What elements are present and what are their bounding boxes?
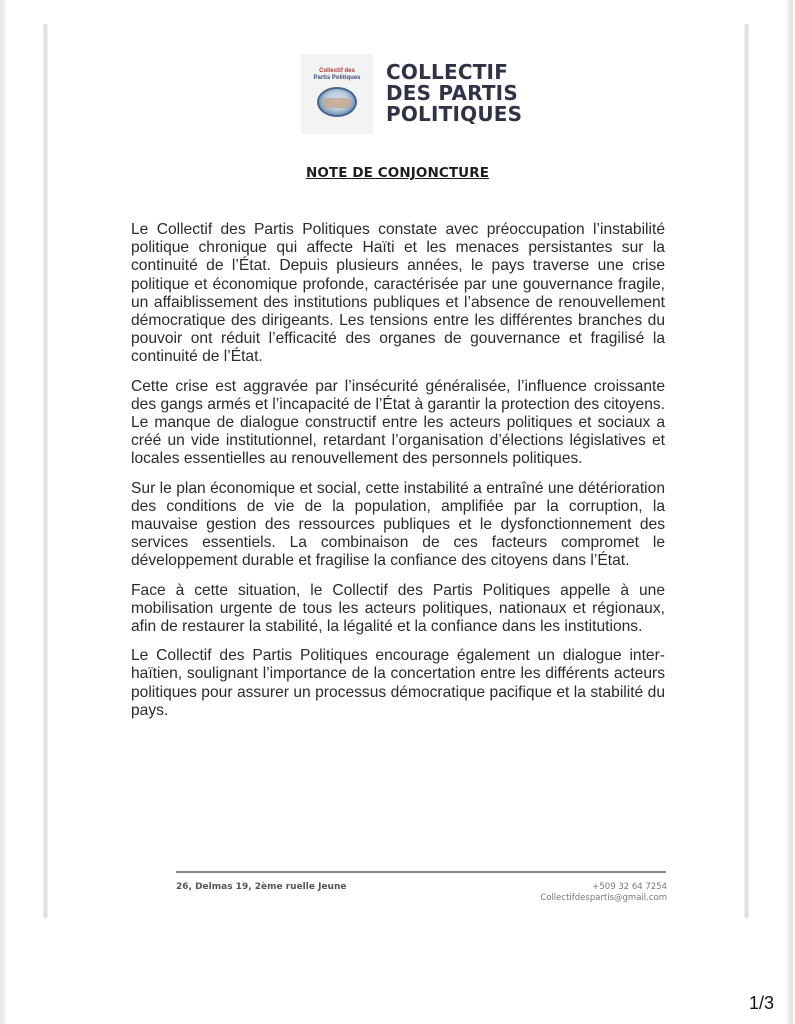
footer-divider (176, 871, 666, 873)
paragraph: Le Collectif des Partis Politiques constate avec préoccupation l’instabilité politique chronique qui affecte Haïti et les menaces persistantes sur la continuité de l’État. Depuis plusieurs années, le pays traverse une crise politique et économique profonde, caractérisée par une gouvernance fragile, un affaiblissement des institutions publiques et l’absence de renouvellement démocratique des dirigeants. Les tensions entre les différentes branches du pouvoir ont réduit l’efficacité des organes de gouvernance et fragilisé la continuité de l’État. (131, 221, 665, 366)
viewer-edge-left (0, 0, 6, 1024)
paragraph: Le Collectif des Partis Politiques encourage également un dialogue inter-haïtien, soulignant l’importance de la concertation entre les différents acteurs politiques pour assurer un processus démocratique pacifique et la stabilité du pays. (131, 647, 665, 719)
party-logo (301, 54, 373, 134)
paragraph: Cette crise est aggravée par l’insécurité généralisée, l’influence croissante des gangs armés et l’incapacité de l’État à garantir la protection des citoyens. Le manque de dialogue constructif entre les acteurs politiques et sociaux a créé un vide institutionnel, retardant l’organisation d’élections législatives et locales essentielles au renouvellement des personnels politiques. (131, 377, 665, 468)
viewer-edge-right (787, 0, 793, 1024)
footer-email: Collectifdespartis@gmail.com (540, 893, 667, 903)
document-title: NOTE DE CONJONCTURE (305, 165, 490, 181)
footer-phone: +509 32 64 7254 (592, 882, 667, 892)
page-border-left (43, 24, 48, 918)
page-border-right (744, 24, 749, 918)
document-body (131, 221, 665, 731)
brand-line: DES PARTIS (386, 81, 518, 105)
page-counter: 1/3 (749, 993, 775, 1013)
brand-name (386, 62, 522, 125)
paragraph: Face à cette situation, le Collectif des Partis Politiques appelle à une mobilisation urgente de tous les acteurs politiques, nationaux et régionaux, afin de restaurer la stabilité, la légalité et la confiance dans les institutions. (131, 581, 665, 636)
brand-line: COLLECTIF (386, 60, 509, 84)
logo-caption: Collectif des Partis Politiques (313, 68, 361, 81)
paragraph: Sur le plan économique et social, cette instabilité a entraîné une détérioration des conditions de vie de la population, amplifiée par la corruption, la mauvaise gestion des ressources publiques et le dysfonctionnement des services essentiels. La combinaison de ces facteurs compromet le développement durable et fragilise la confiance des citoyens dans l’État. (131, 479, 665, 570)
brand-line: POLITIQUES (386, 102, 523, 126)
footer-contact (540, 882, 667, 904)
handshake-icon (323, 98, 351, 108)
footer-address: 26, Delmas 19, 2ème ruelle Jeune (176, 882, 347, 892)
